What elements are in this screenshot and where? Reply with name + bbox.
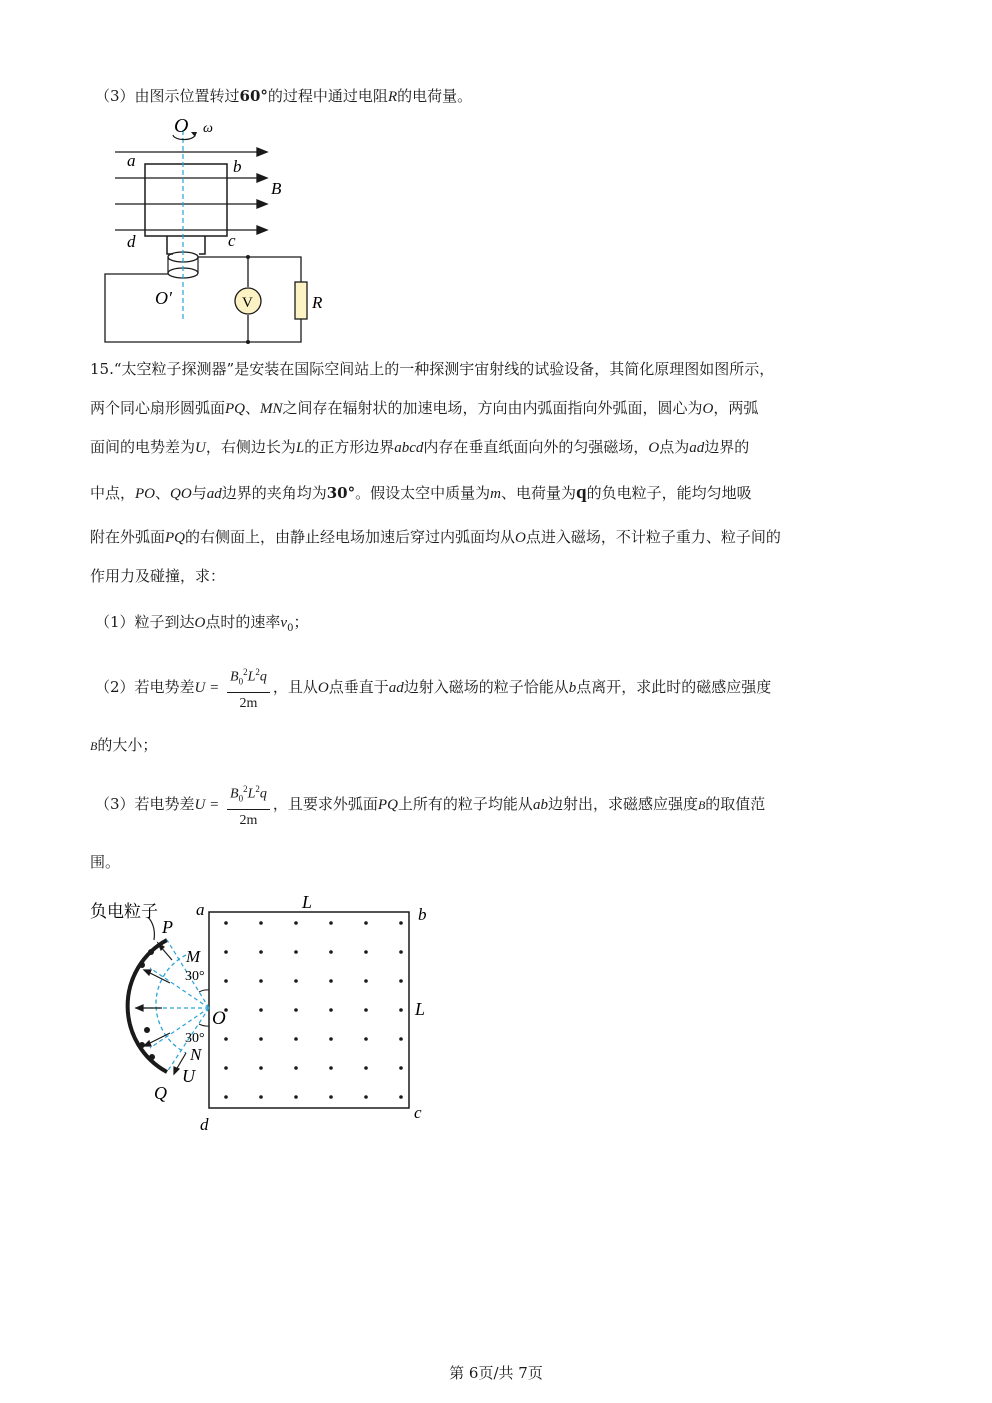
fraction-U-2: $\frac{B_0^2L^2q}{2m}$ bbox=[227, 780, 270, 830]
field-dot bbox=[259, 979, 263, 983]
label-b: b bbox=[233, 157, 242, 176]
field-dot bbox=[294, 921, 298, 925]
resistor-label: R bbox=[312, 293, 323, 312]
label-a: a bbox=[196, 900, 205, 919]
field-dot bbox=[259, 1066, 263, 1070]
field-dot bbox=[294, 979, 298, 983]
label-30-bottom: 30° bbox=[185, 1031, 205, 1046]
field-dot bbox=[259, 950, 263, 954]
field-dot bbox=[364, 979, 368, 983]
field-dot bbox=[224, 921, 228, 925]
coil-figure bbox=[95, 112, 335, 347]
field-dot bbox=[364, 950, 368, 954]
field-dot bbox=[399, 1008, 403, 1012]
field-dot bbox=[399, 950, 403, 954]
magnetic-field-dots bbox=[224, 921, 403, 1099]
field-dot bbox=[364, 921, 368, 925]
field-dot bbox=[259, 1037, 263, 1041]
field-dot bbox=[329, 1095, 333, 1099]
field-dot bbox=[329, 921, 333, 925]
label-d: d bbox=[127, 232, 136, 251]
voltmeter-label: V bbox=[242, 295, 253, 311]
q15-line3: 面间的电势差为U，右侧边长为L的正方形边界abcd内存在垂直纸面向外的匀强磁场，O点为ad边界的 bbox=[90, 438, 750, 456]
field-dot bbox=[399, 1066, 403, 1070]
field-dot bbox=[294, 950, 298, 954]
label-b: b bbox=[418, 905, 427, 924]
q15-part3: （3）若电势差U = $\frac{B_0^2L^2q}{2m}$ ，且要求外弧面PQ上所有的粒子均能从ab边射出，求磁感应强度B的取值范 bbox=[95, 777, 765, 832]
field-dot bbox=[294, 1066, 298, 1070]
label-c: c bbox=[228, 231, 236, 250]
label-N: N bbox=[190, 1045, 202, 1064]
field-dot bbox=[224, 1095, 228, 1099]
field-dot bbox=[294, 1037, 298, 1041]
field-dot bbox=[259, 921, 263, 925]
q15-line6: 作用力及碰撞，求： bbox=[90, 567, 226, 585]
fraction-U: $\frac{B_0^2L^2q}{2m}$ bbox=[227, 663, 270, 713]
field-dot bbox=[399, 1095, 403, 1099]
q15-part3-cont: 围。 bbox=[90, 853, 121, 871]
field-dot bbox=[259, 1095, 263, 1099]
label-M: M bbox=[186, 947, 201, 966]
q15-line4: 中点，PO、QO与ad边界的夹角均为30°。假设太空中质量为m、电荷量为q的负电粒子，能均匀地吸 bbox=[90, 482, 752, 503]
label-a: a bbox=[127, 151, 136, 170]
q15-part2: （2）若电势差U = $\frac{B_0^2L^2q}{2m}$ ，且从O点垂直于ad边射入磁场的粒子恰能从b点离开，求此时的磁感应强度 bbox=[95, 660, 771, 715]
field-dot bbox=[224, 950, 228, 954]
page-footer: 第 6页/共 7页 bbox=[449, 1364, 543, 1382]
field-dot bbox=[364, 1066, 368, 1070]
label-P: P bbox=[162, 917, 173, 937]
q15-part1: （1）粒子到达O点时的速率$v_0$； bbox=[95, 613, 309, 634]
detector-figure bbox=[88, 890, 438, 1140]
label-c: c bbox=[414, 1103, 422, 1122]
field-dot bbox=[224, 979, 228, 983]
label-O-prime: O′ bbox=[155, 288, 172, 308]
q15-line1: 15.“太空粒子探测器”是安装在国际空间站上的一种探测宇宙射线的试验设备，其简化原理图如图所示， bbox=[90, 360, 775, 378]
field-dot bbox=[329, 1008, 333, 1012]
label-U: U bbox=[182, 1066, 195, 1086]
label-L-top: L bbox=[302, 892, 313, 912]
field-dot bbox=[329, 979, 333, 983]
field-dot bbox=[329, 1037, 333, 1041]
field-dot bbox=[329, 1066, 333, 1070]
q15-part2-cont: B的大小； bbox=[90, 736, 158, 754]
q14-part3-text: （3）由图示位置转过60°的过程中通过电阻R的电荷量。 bbox=[95, 87, 473, 105]
field-dot bbox=[329, 950, 333, 954]
field-dot bbox=[224, 1037, 228, 1041]
field-dot bbox=[364, 1037, 368, 1041]
field-dot bbox=[224, 1066, 228, 1070]
q15-line2: 两个同心扇形圆弧面PQ、MN之间存在辐射状的加速电场，方向由内弧面指向外弧面，圆心为O，两弧 bbox=[90, 399, 759, 417]
label-O: O bbox=[174, 115, 189, 137]
field-dot bbox=[294, 1095, 298, 1099]
label-Q: Q bbox=[154, 1083, 167, 1103]
field-dot bbox=[294, 1008, 298, 1012]
label-30-top: 30° bbox=[185, 969, 205, 984]
field-dot bbox=[399, 1037, 403, 1041]
label-omega: ω bbox=[203, 121, 213, 136]
field-dot bbox=[399, 979, 403, 983]
field-dot bbox=[364, 1008, 368, 1012]
negative-particle-label: 负电粒子 bbox=[90, 902, 158, 921]
label-d: d bbox=[200, 1115, 209, 1134]
field-dot bbox=[364, 1095, 368, 1099]
q15-line5: 附在外弧面PQ的右侧面上，由静止经电场加速后穿过内弧面均从O点进入磁场，不计粒子重力、粒子间的 bbox=[90, 528, 781, 546]
label-O: O bbox=[212, 1008, 226, 1029]
label-B: B bbox=[271, 179, 282, 198]
field-dot bbox=[399, 921, 403, 925]
label-L-right: L bbox=[415, 999, 426, 1019]
field-dot bbox=[259, 1008, 263, 1012]
